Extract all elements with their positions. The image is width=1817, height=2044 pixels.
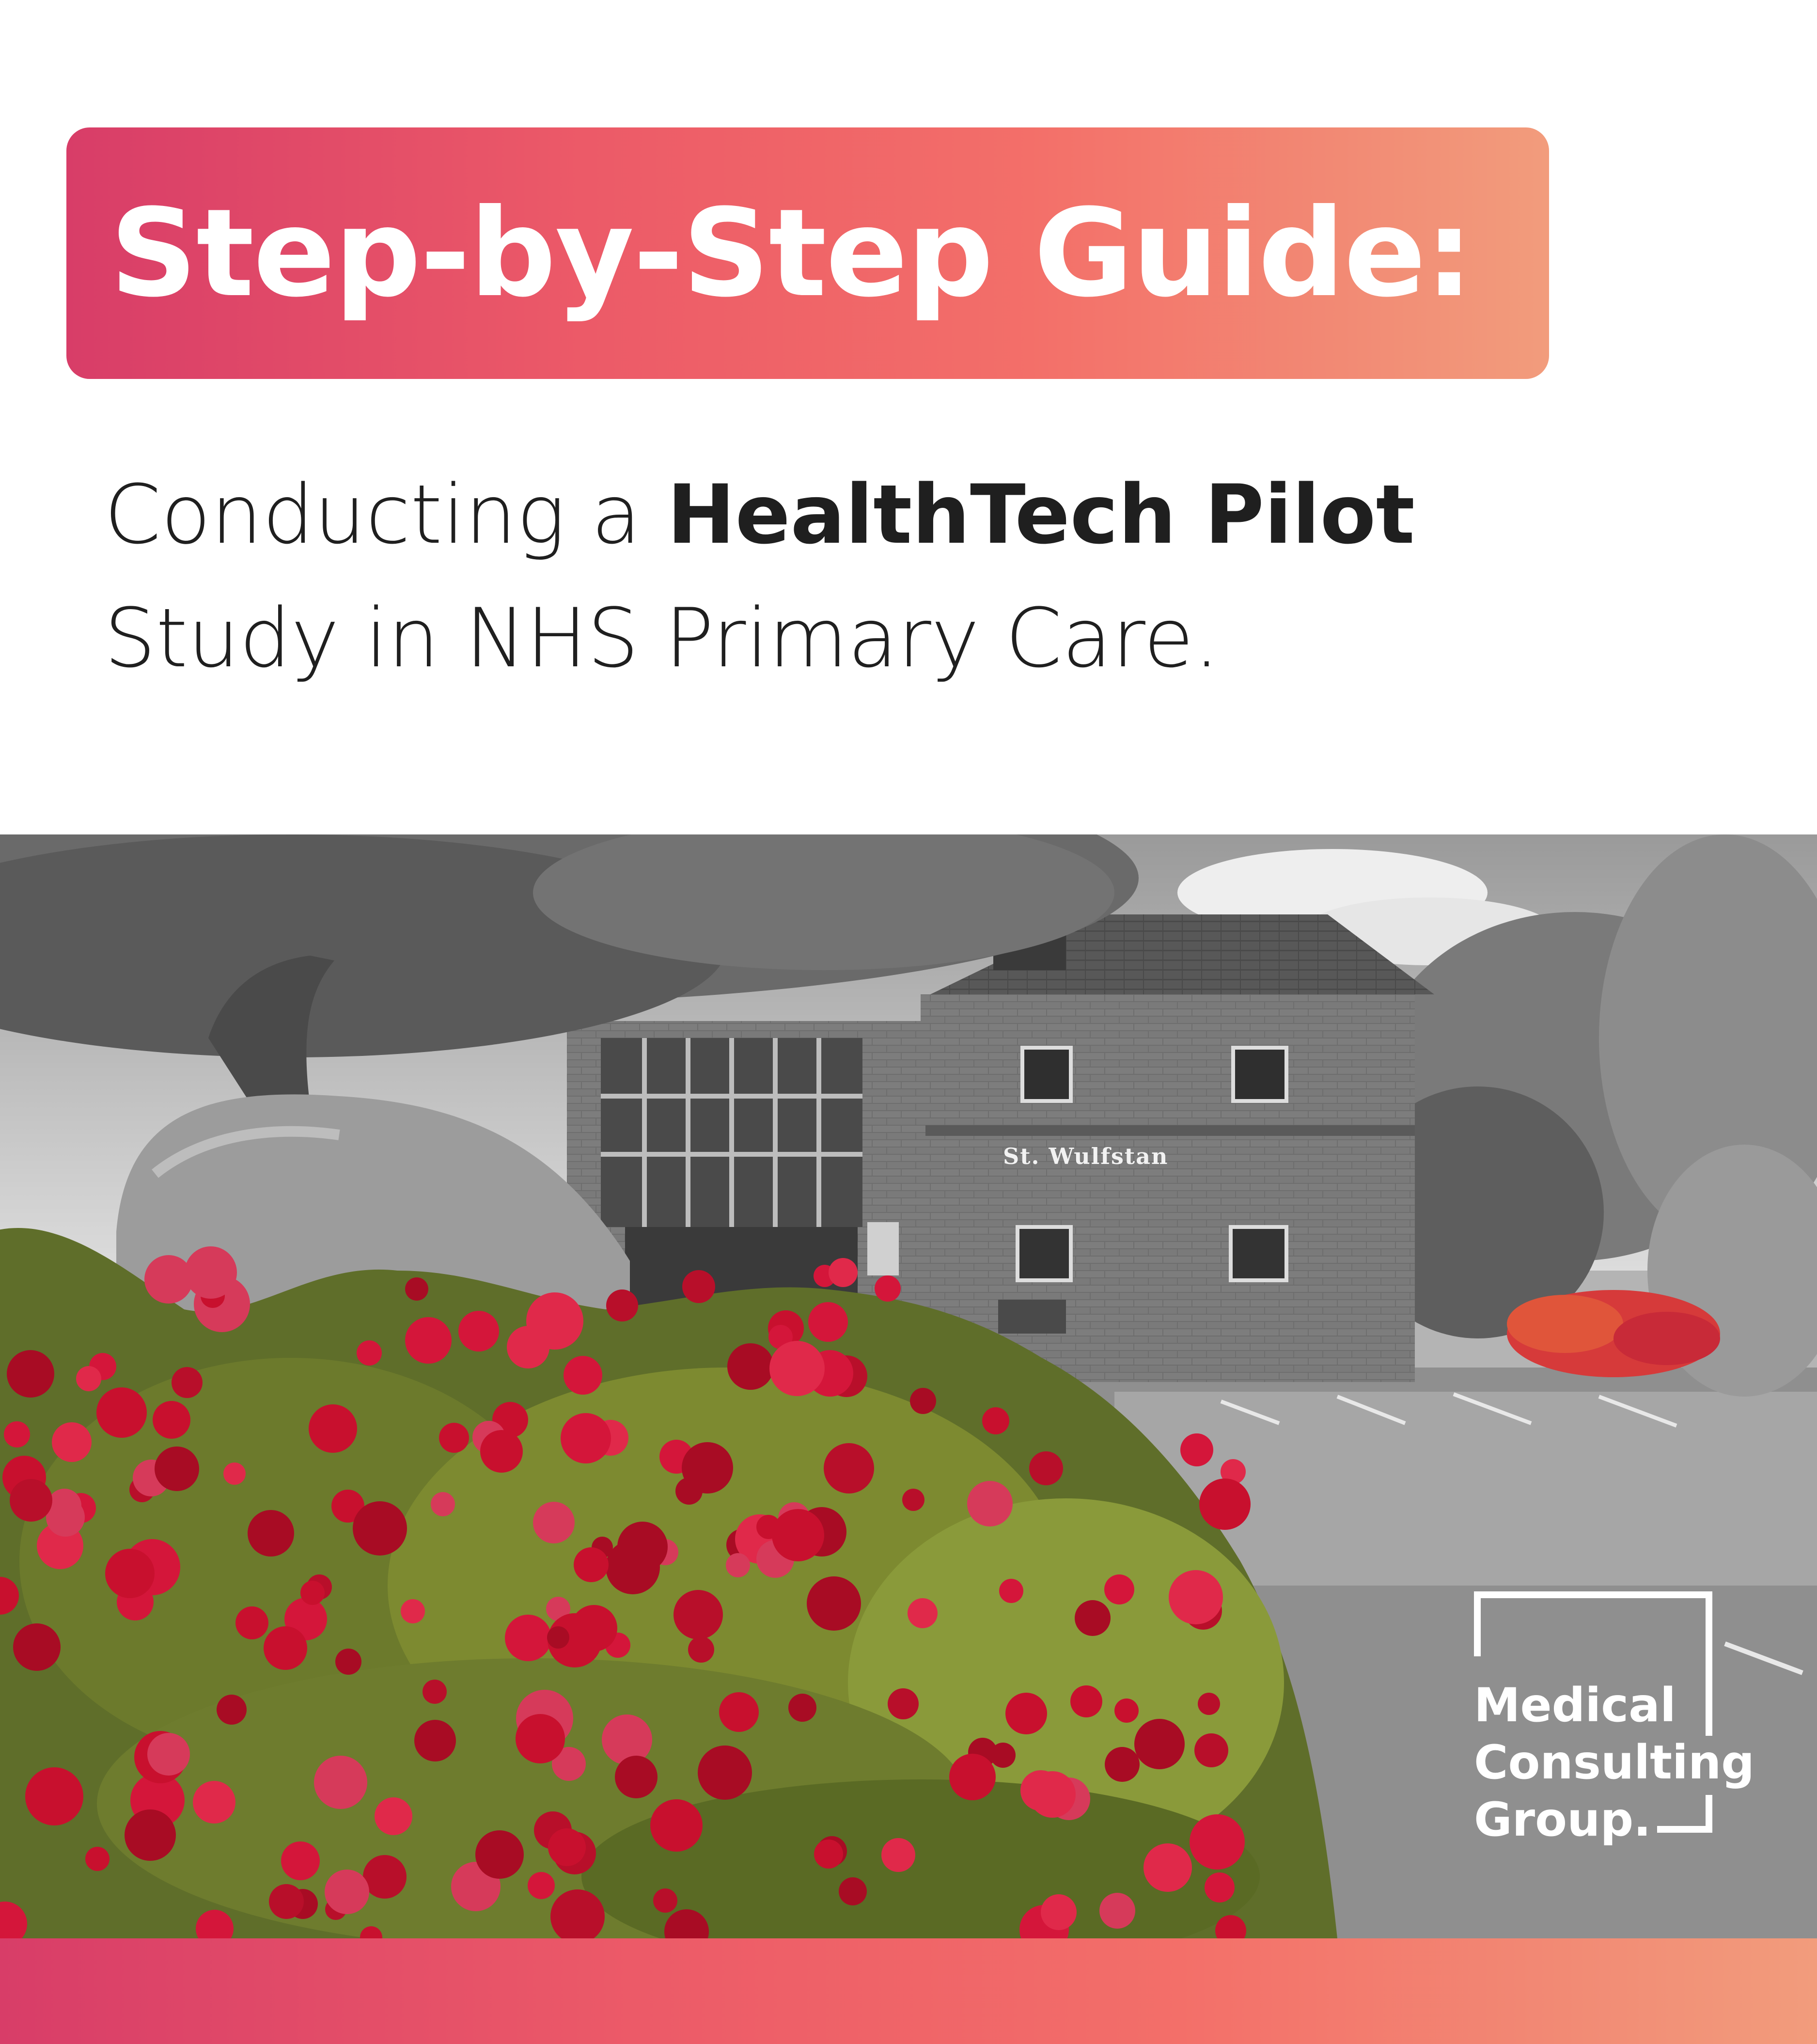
rose-bloom: [13, 1623, 61, 1671]
rose-bloom: [96, 1387, 147, 1438]
rose-bloom: [772, 1509, 824, 1561]
rose-bloom: [363, 1855, 407, 1899]
rose-bloom: [829, 1258, 858, 1287]
rose-bloom: [726, 1553, 750, 1577]
rose-bloom: [1104, 1574, 1134, 1604]
rose-bloom: [105, 1549, 155, 1598]
rose-bloom: [264, 1626, 307, 1670]
rose-bloom: [153, 1401, 190, 1439]
logo-line-medical: Medical: [1474, 1678, 1676, 1732]
rose-bloom: [431, 1492, 455, 1516]
title-banner: [66, 127, 1549, 379]
building-sign: St. Wulfstan: [1003, 1143, 1169, 1169]
rose-bloom: [1099, 1893, 1135, 1929]
rose-bloom: [824, 1443, 874, 1494]
rose-bloom: [52, 1422, 92, 1462]
rose-bloom: [10, 1479, 52, 1522]
rose-bloom: [808, 1302, 848, 1342]
rose-bloom: [1194, 1733, 1228, 1767]
logo-line-consulting: Consulting: [1474, 1735, 1754, 1790]
rose-bloom: [7, 1350, 54, 1398]
rose-bloom: [47, 1489, 81, 1523]
rose-bloom: [1070, 1685, 1102, 1717]
rose-bloom: [458, 1311, 499, 1352]
rose-bloom: [528, 1872, 555, 1899]
rose-bloom: [688, 1636, 714, 1663]
rose-bloom: [1005, 1693, 1047, 1734]
rose-bloom: [1114, 1698, 1139, 1723]
rose-bloom: [144, 1255, 193, 1304]
rose-bloom: [533, 1502, 575, 1543]
rose-bloom: [269, 1884, 304, 1919]
rose-bloom: [401, 1599, 425, 1623]
rose-bloom: [248, 1510, 294, 1557]
rose-bloom: [125, 1809, 176, 1861]
rose-bloom: [571, 1605, 617, 1651]
rose-bloom: [875, 1275, 901, 1302]
rose-bloom: [564, 1356, 602, 1395]
rose-bloom: [300, 1581, 325, 1605]
rose-bloom: [516, 1714, 565, 1763]
subtitle: [104, 453, 1703, 700]
rose-bloom: [172, 1367, 203, 1398]
rose-bloom: [217, 1695, 247, 1725]
rose-bloom: [85, 1847, 110, 1871]
rose-bloom: [405, 1317, 452, 1364]
rose-bloom: [405, 1277, 428, 1301]
rose-bloom: [982, 1407, 1009, 1434]
practice-photo: [0, 834, 1817, 1938]
rose-bloom: [888, 1688, 919, 1719]
rose-bloom: [309, 1404, 357, 1453]
rose-bloom: [682, 1270, 715, 1303]
rose-bloom: [908, 1598, 938, 1628]
rose-bloom: [505, 1615, 551, 1661]
bottom-gradient-bar: [0, 1938, 1817, 2044]
rose-bloom: [314, 1756, 367, 1809]
rose-bloom: [617, 1522, 668, 1572]
rose-bloom: [423, 1680, 447, 1704]
rose-bloom: [1143, 1843, 1192, 1892]
rose-bloom: [653, 1888, 677, 1913]
rose-bloom: [1105, 1747, 1140, 1782]
subtitle-emphasis: HealthTech Pilot: [667, 467, 1415, 562]
rose-bloom: [357, 1340, 382, 1366]
rose-bloom: [223, 1462, 246, 1485]
rose-bloom: [1029, 1451, 1063, 1485]
rose-bloom: [650, 1799, 703, 1852]
rose-bloom: [507, 1326, 549, 1368]
rose-bloom: [1198, 1693, 1220, 1715]
rose-bloom: [698, 1745, 752, 1800]
rose-bloom: [1199, 1478, 1251, 1530]
rose-bloom: [682, 1442, 733, 1494]
rose-bloom: [1205, 1872, 1235, 1902]
rose-bloom: [76, 1366, 101, 1391]
subtitle-part2: Study in NHS Primary Care.: [104, 591, 1220, 686]
rose-bloom: [561, 1413, 611, 1463]
rose-bloom: [1169, 1570, 1223, 1624]
rose-bloom: [999, 1579, 1023, 1603]
rose-bloom: [769, 1341, 825, 1396]
rose-bloom: [990, 1743, 1016, 1768]
rose-bloom: [881, 1838, 915, 1872]
rose-bloom: [185, 1246, 237, 1299]
rose-bloom: [548, 1828, 586, 1866]
rose-bloom: [281, 1841, 320, 1880]
rose-bloom: [839, 1877, 867, 1905]
rose-bloom: [615, 1756, 658, 1798]
rose-bloom: [325, 1870, 369, 1914]
rose-bloom: [1041, 1894, 1077, 1930]
logo-line-group: Group.: [1474, 1792, 1651, 1847]
rose-bloom: [814, 1840, 843, 1869]
rose-bloom: [902, 1489, 924, 1511]
rose-bloom: [807, 1576, 861, 1631]
logo-text: [1474, 1677, 1754, 1848]
rose-bloom: [949, 1754, 996, 1800]
rose-bloom: [606, 1289, 638, 1321]
rose-bloom: [574, 1547, 609, 1582]
rose-bloom: [414, 1720, 456, 1761]
rose-bloom: [375, 1797, 412, 1835]
rose-bloom: [4, 1421, 30, 1447]
rose-bloom: [439, 1423, 469, 1453]
banner-title: Step-by-Step Guide:: [110, 182, 1472, 324]
rose-bloom: [788, 1694, 816, 1722]
rose-bloom: [25, 1767, 83, 1825]
subtitle-part1: Conducting a: [104, 467, 667, 562]
rose-bloom: [547, 1626, 569, 1649]
rose-bloom: [235, 1606, 268, 1639]
rose-bloom: [480, 1430, 523, 1473]
rose-bloom: [1134, 1719, 1185, 1769]
company-logo: [1474, 1591, 1754, 1847]
rose-bloom: [193, 1781, 235, 1824]
rose-bloom: [475, 1830, 524, 1879]
rose-bloom: [727, 1343, 774, 1390]
rose-bloom: [1190, 1814, 1245, 1870]
rose-bloom: [1180, 1433, 1213, 1466]
rose-bloom: [602, 1714, 652, 1765]
rose-bloom: [155, 1447, 199, 1491]
rose-bloom: [674, 1590, 723, 1639]
rose-bloom: [147, 1733, 190, 1776]
rose-bloom: [335, 1649, 361, 1675]
rose-bloom: [910, 1388, 936, 1414]
rose-bloom: [353, 1501, 407, 1556]
rose-bloom: [1075, 1600, 1111, 1636]
rose-bloom: [719, 1692, 759, 1732]
rose-bloom: [967, 1481, 1013, 1526]
rose-bloom: [1029, 1771, 1076, 1818]
